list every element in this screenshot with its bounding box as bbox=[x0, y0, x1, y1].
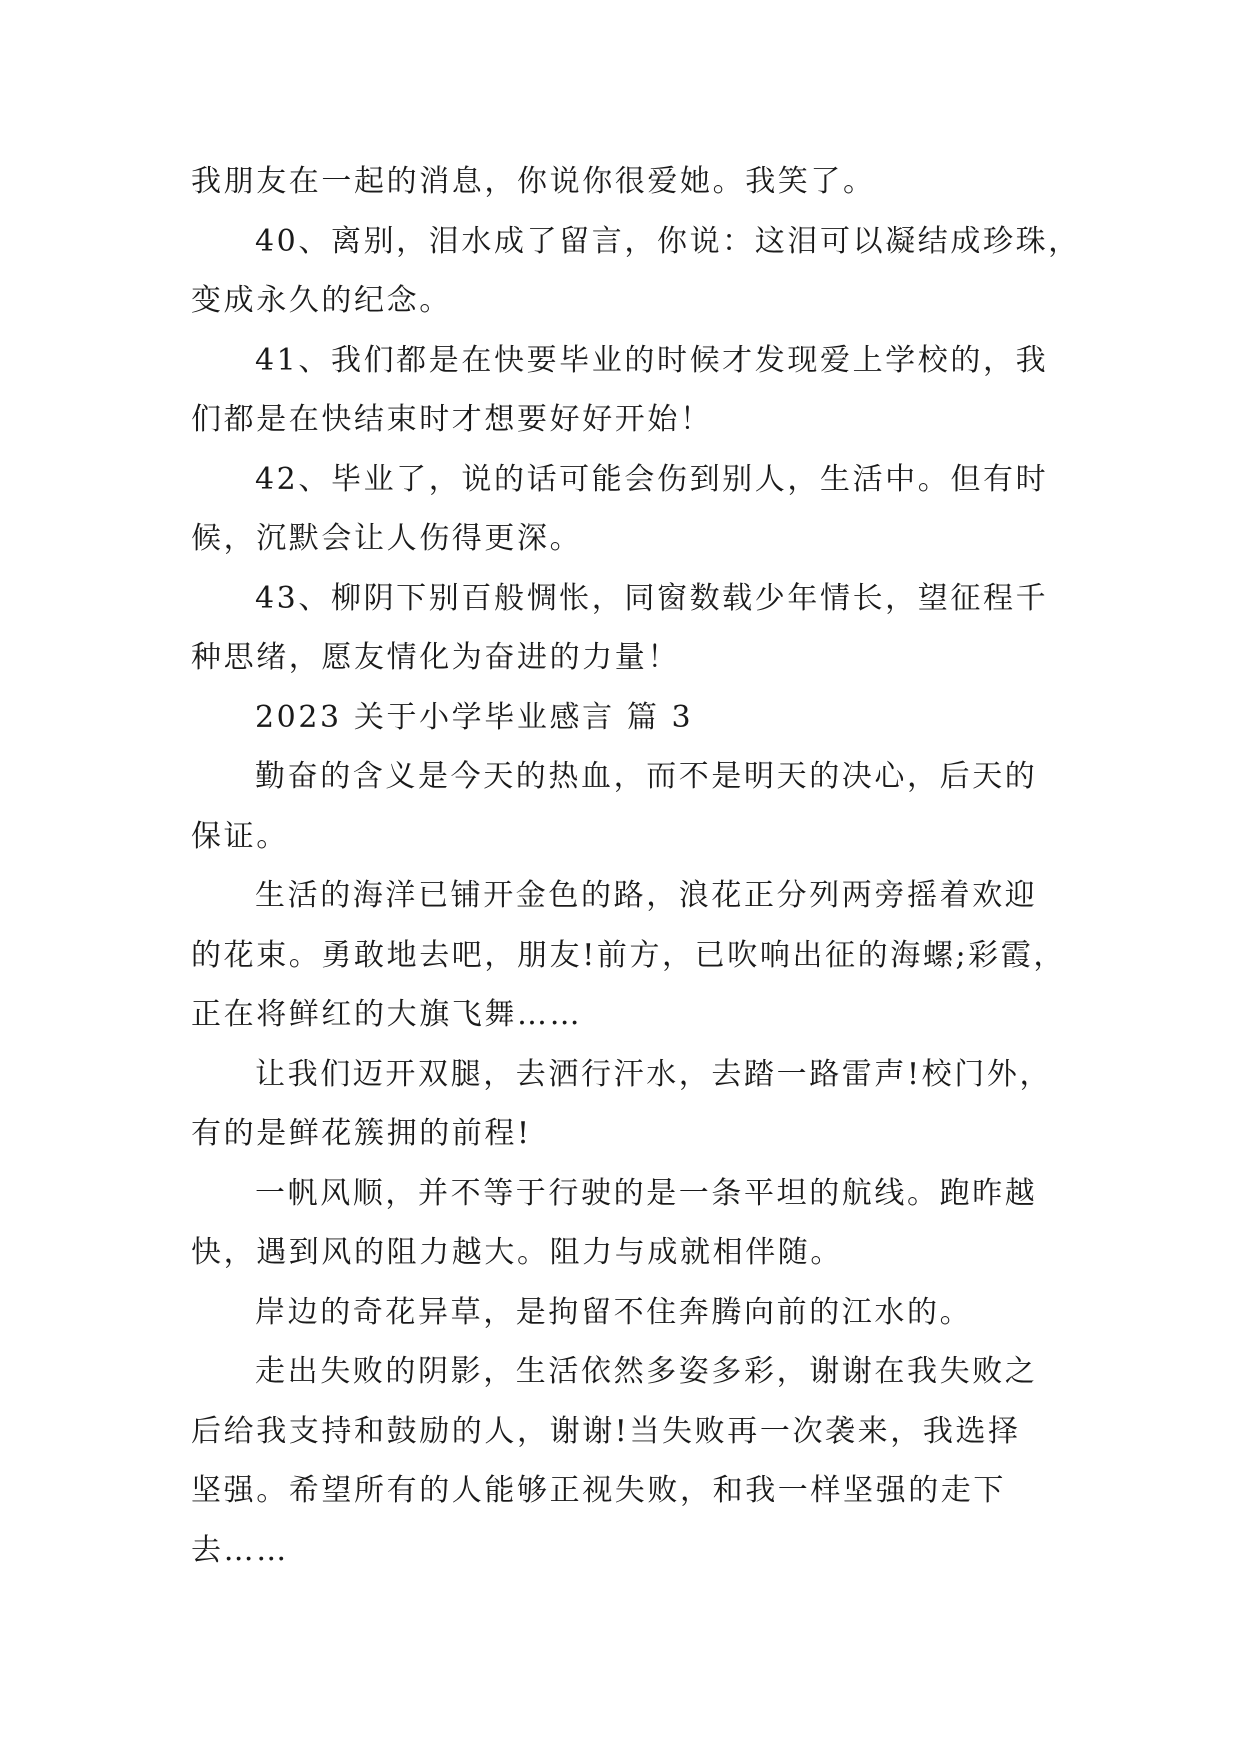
document-body bbox=[191, 152, 1081, 1580]
text-line: 去…… bbox=[191, 1532, 289, 1568]
text-line: 41、我们都是在快要毕业的时候才发现爱上学校的，我 bbox=[255, 342, 1049, 378]
text-line: 正在将鲜红的大旗飞舞…… bbox=[191, 997, 583, 1032]
text-line: 种思绪，愿友情化为奋进的力量！ bbox=[191, 640, 680, 675]
section-heading: 2023 关于小学毕业感言 篇 3 bbox=[255, 699, 694, 735]
text-line: 42、毕业了，说的话可能会伤到别人，生活中。但有时 bbox=[255, 461, 1049, 497]
text-line: 候，沉默会让人伤得更深。 bbox=[191, 521, 583, 556]
text-line: 40、离别，泪水成了留言，你说：这泪可以凝结成珍珠， bbox=[255, 223, 1081, 259]
text-line: 坚强。希望所有的人能够正视失败，和我一样坚强的走下 bbox=[191, 1473, 1006, 1508]
text-line: 生活的海洋已铺开金色的路，浪花正分列两旁摇着欢迎 bbox=[255, 878, 1038, 913]
text-line: 后给我支持和鼓励的人，谢谢!当失败再一次袭来，我选择 bbox=[191, 1413, 1021, 1449]
text-line: 我朋友在一起的消息，你说你很爱她。我笑了。 bbox=[191, 164, 876, 199]
text-line: 们都是在快结束时才想要好好开始！ bbox=[191, 402, 713, 437]
text-line: 43、柳阴下别百般惆怅，同窗数载少年情长，望征程千 bbox=[255, 580, 1049, 616]
text-line: 走出失败的阴影，生活依然多姿多彩，谢谢在我失败之 bbox=[255, 1354, 1038, 1389]
text-line: 变成永久的纪念。 bbox=[191, 283, 452, 318]
text-line: 勤奋的含义是今天的热血，而不是明天的决心，后天的 bbox=[255, 759, 1038, 794]
text-line: 一帆风顺，并不等于行驶的是一条平坦的航线。跑昨越 bbox=[255, 1175, 1038, 1211]
text-line: 快，遇到风的阻力越大。阻力与成就相伴随。 bbox=[191, 1235, 843, 1270]
text-line: 保证。 bbox=[191, 818, 289, 854]
text-line: 的花束。勇敢地去吧，朋友!前方，已吹响出征的海螺;彩霞， bbox=[191, 937, 1066, 973]
text-line: 让我们迈开双腿，去洒行汗水，去踏一路雷声!校门外， bbox=[255, 1056, 1053, 1092]
text-line: 岸边的奇花异草，是拘留不住奔腾向前的江水的。 bbox=[255, 1294, 973, 1330]
text-line: 有的是鲜花簇拥的前程! bbox=[191, 1116, 532, 1151]
